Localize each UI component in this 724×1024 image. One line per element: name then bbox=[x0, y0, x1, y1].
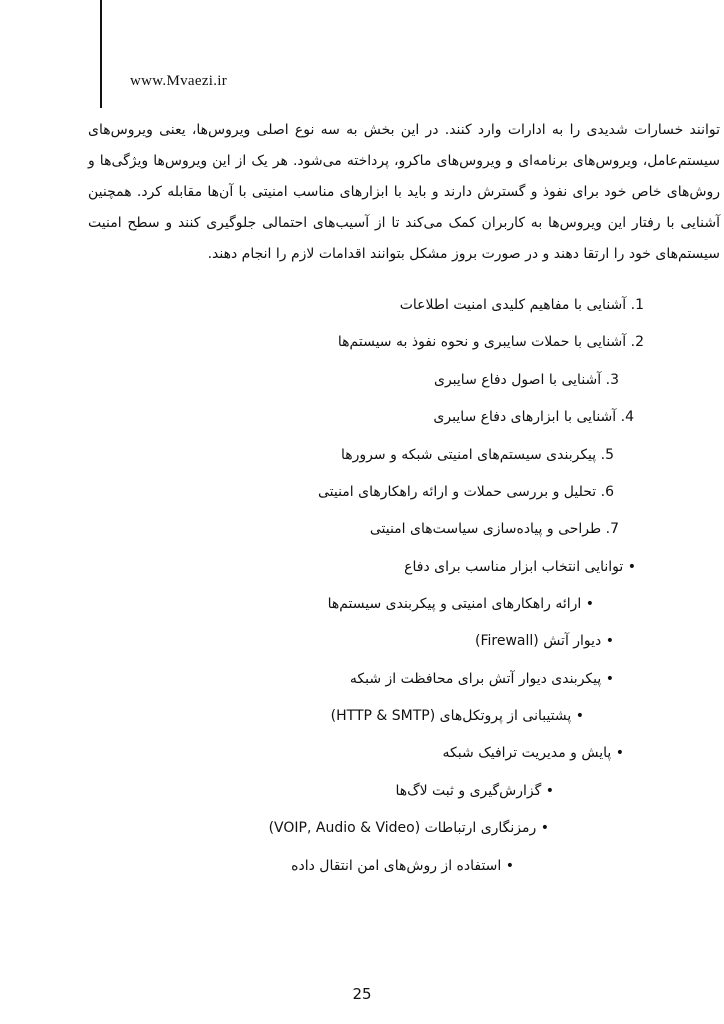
list-item: 5. پیکربندی سیستم‌های امنیتی شبکه و سرورها bbox=[341, 447, 614, 463]
list-item: • پیکربندی دیوار آتش برای محافظت از شبکه bbox=[349, 671, 614, 687]
list-item: 7. طراحی و پیاده‌سازی سیاست‌های امنیتی bbox=[369, 521, 619, 537]
list-item: 4. آشنایی با ابزارهای دفاع سایبری bbox=[433, 409, 634, 425]
list-item: 3. آشنایی با اصول دفاع سایبری bbox=[434, 372, 619, 388]
list-item: 2. آشنایی با حملات سایبری و نحوه نفوذ به سیستم‌ها bbox=[337, 334, 644, 350]
list-item: 6. تحلیل و بررسی حملات و ارائه راهکارهای امنیتی bbox=[317, 484, 614, 500]
intro-paragraph: توانند خسارات شدیدی را به ادارات وارد کنند. در این بخش به سه نوع اصلی ویروس‌ها، یعنی ویروس‌های سیستم‌عامل، ویروس‌های برنامه‌ای و ویروس‌های ماکرو، پرداخته می‌شود. هر یک از این ویروس‌ها ویژگی‌ها و روش‌های خاص خود برای نفوذ و گسترش دارند و باید با ابزارهای مناسب امنیتی با آن‌ها مقابله کرد. همچنین آشنایی با رفتار این ویروس‌ها به کاربران کمک می‌کند تا از آسیب‌های احتمالی جلوگیری کنند و سطح امنیت سیستم‌های خود را ارتقا دهند و در صورت بروز مشکل بتوانند اقدامات لازم را انجام دهند. bbox=[88, 122, 720, 262]
list-item: • ارائه راهکارهای امنیتی و پیکربندی سیستم‌ها bbox=[327, 596, 594, 612]
list-item: • دیوار آتش (Firewall) bbox=[475, 633, 614, 649]
list-item: • پایش و مدیریت ترافیک شبکه bbox=[442, 745, 624, 761]
list-item: • استفاده از روش‌های امن انتقال داده bbox=[291, 858, 514, 874]
list-item: • توانایی انتخاب ابزار مناسب برای دفاع bbox=[404, 559, 636, 575]
list-item: 1. آشنایی با مفاهیم کلیدی امنیت اطلاعات bbox=[399, 297, 644, 313]
list-item: • گزارش‌گیری و ثبت لاگ‌ها bbox=[395, 783, 554, 799]
site-url[interactable]: www.Mvaezi.ir bbox=[130, 73, 228, 89]
list-item: • پشتیبانی از پروتکل‌های (HTTP & SMTP) bbox=[330, 708, 584, 724]
list-item: • رمزنگاری ارتباطات (VOIP, Audio & Video) bbox=[268, 820, 549, 836]
page-number: 25 bbox=[352, 985, 372, 1003]
